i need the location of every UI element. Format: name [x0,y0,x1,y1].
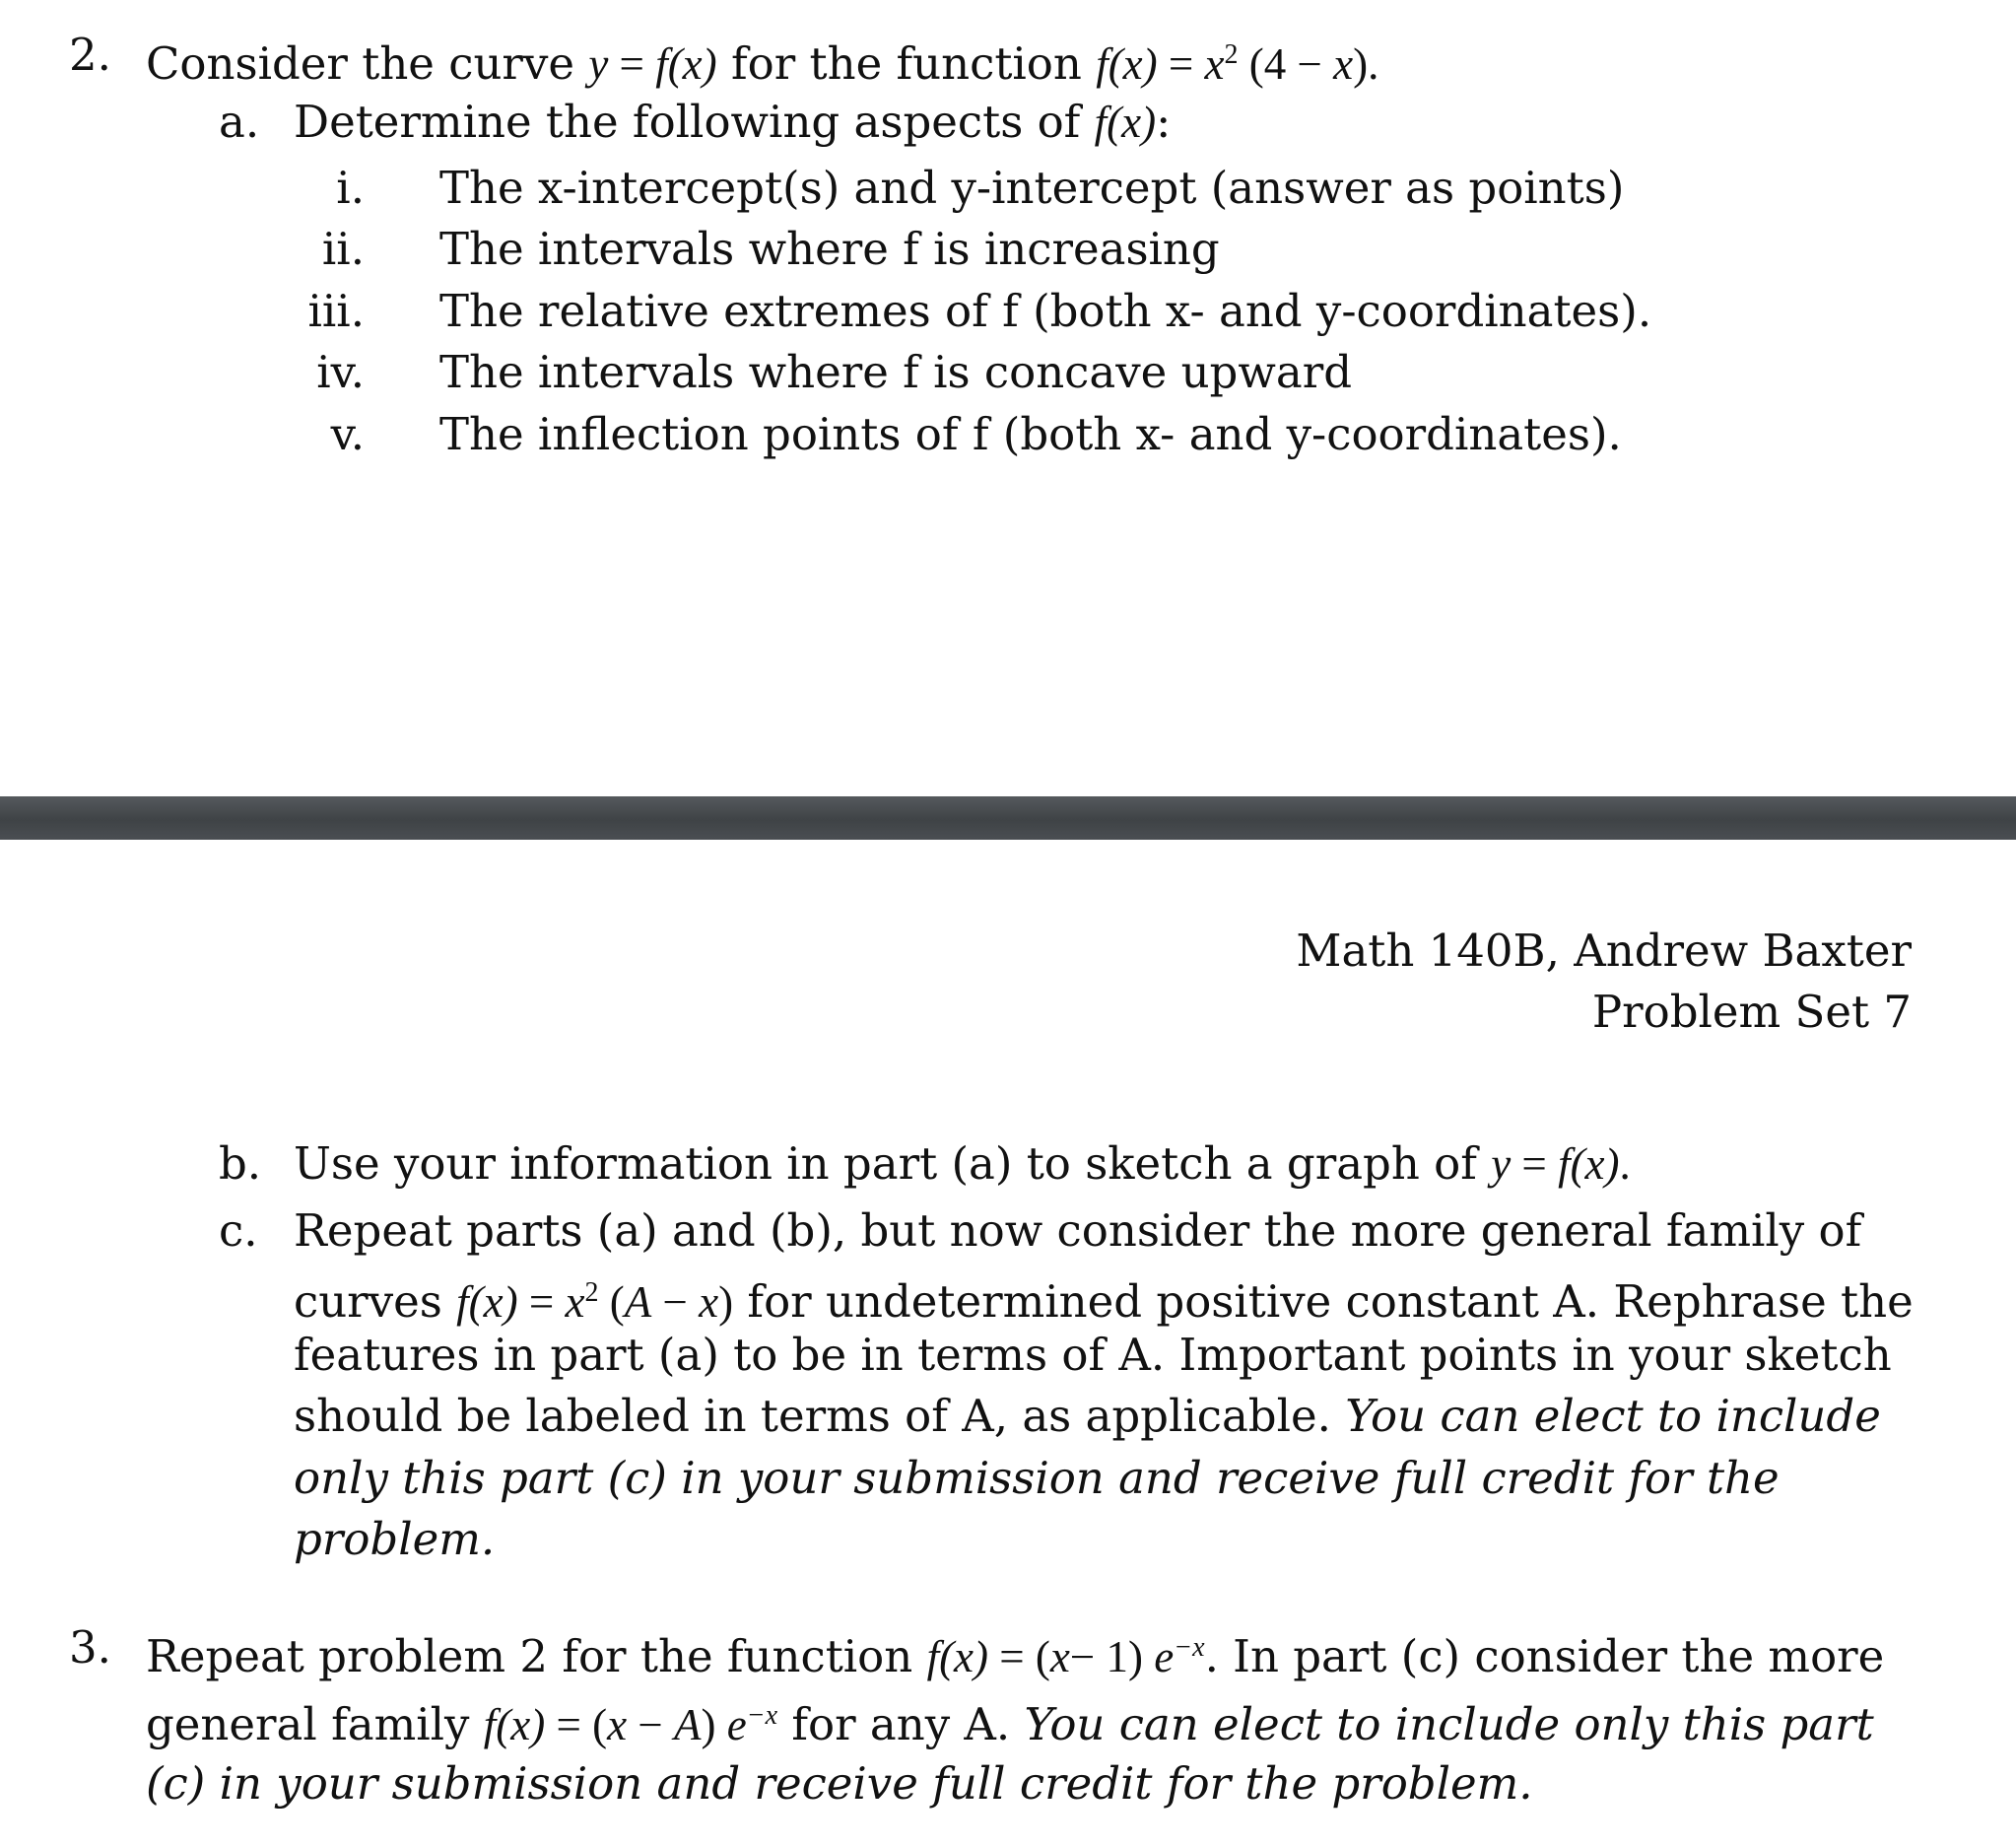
func-eq: = [1157,39,1205,89]
part-c-eq: = [517,1277,566,1327]
item-label: v. [330,408,365,460]
item-text: The x-intercept(s) and y-intercept (answer as points) [439,162,1625,214]
problem-3-line-3: (c) in your submission and receive full credit for the problem. [146,1757,1533,1810]
item-label: iii. [307,285,365,337]
problem-3-e: e [1154,1632,1175,1681]
curve-eq: = [608,39,656,89]
part-b-eq: = [1511,1139,1559,1189]
problem-3-line2-minus: − [627,1700,674,1749]
part-c-line2-post: for undetermined positive constant A. Rephrase the [733,1275,1914,1328]
part-a-post: : [1156,96,1172,148]
problem-3-line-1 [146,1620,1884,1684]
part-c-line-2 [294,1266,1914,1330]
part-c-x2: x [699,1277,719,1327]
problem-2-statement [146,28,1378,92]
func-lhs: f(x) [1096,39,1158,89]
part-c-f: f(x) [456,1277,518,1327]
func-exp: 2 [1224,39,1239,70]
item-text: The relative extremes of f (both x- and y-coordinates). [439,285,1652,337]
curve-y: y [588,39,609,89]
problem-3-line2-close: ) [701,1700,727,1749]
part-b-f: f(x) [1558,1139,1620,1189]
part-b-y: y [1491,1139,1512,1189]
problem-2-mid: for the function [716,37,1097,90]
problem-3-line-2 [146,1688,1874,1752]
func-paren: (4 − [1238,39,1334,89]
part-c-x: x [565,1277,585,1327]
page-break-divider [0,796,2016,840]
item-text: The intervals where f is concave upward [439,346,1353,398]
problem-3-line2-exp: −x [746,1700,778,1731]
part-c-line2-pre: curves [294,1275,457,1328]
part-a-text [294,95,1171,150]
header-course: Math 140B, Andrew Baxter [1296,924,1912,977]
item-label: i. [336,162,365,214]
part-b-label: b. [219,1137,262,1190]
problem-3-line2-post: for any A. [777,1698,1025,1750]
part-c-close: ) [718,1277,734,1327]
part-c-line-6: problem. [294,1513,496,1565]
problem-3-minus: − 1) [1069,1632,1155,1681]
part-c-paren: ( [598,1277,625,1327]
problem-3-line1-post: . In part (c) consider the more [1204,1630,1885,1682]
part-c-line-5: only this part (c) in your submission and receive full credit for the [294,1452,1780,1504]
problem-3-line2-italic: You can elect to include only this part [1024,1698,1874,1750]
part-a-pre: Determine the following aspects of [294,96,1095,148]
item-label: iv. [316,346,365,398]
problem-3-exp: −x [1174,1632,1205,1663]
part-b-text [294,1136,1631,1192]
func-x2: x [1333,39,1354,89]
problem-3-line2-x: x [607,1700,628,1749]
part-c-label: c. [219,1204,258,1257]
part-c-A: A [624,1277,652,1327]
problem-3-line2-f: f(x) [483,1700,546,1749]
part-c-line-3: features in part (a) to be in terms of A. Important points in your sketch [294,1329,1892,1381]
item-text: The inflection points of f (both x- and y-coordinates). [439,408,1622,460]
func-x: x [1204,39,1225,89]
problem-3-line2-pre: general family [146,1698,484,1750]
item-label: ii. [321,223,365,275]
part-a-f: f(x) [1094,98,1157,147]
problem-2-number: 2. [69,29,111,81]
problem-3-x: x [1049,1632,1070,1681]
problem-3-line2-A: A [673,1700,702,1749]
part-b-post: . [1619,1139,1631,1189]
header-problem-set: Problem Set 7 [1591,986,1912,1038]
part-c-exp: 2 [584,1277,599,1308]
part-c-line4-plain: should be labeled in terms of A, as applicable. [294,1390,1346,1442]
problem-3-line2-eq: = ( [545,1700,608,1749]
part-c-minus: − [651,1277,700,1327]
func-close: ). [1353,39,1379,89]
part-a-label: a. [219,96,260,148]
part-b-pre: Use your information in part (a) to sketch a graph of [294,1137,1492,1190]
problem-3-eq: = ( [988,1632,1050,1681]
problem-3-line1-pre: Repeat problem 2 for the function [146,1630,927,1682]
problem-2-pre: Consider the curve [146,37,574,90]
problem-3-f: f(x) [926,1632,989,1681]
item-text: The intervals where f is increasing [439,223,1220,275]
part-c-line-4 [294,1389,1881,1444]
curve-f: f(x) [655,39,717,89]
problem-3-number: 3. [69,1621,111,1674]
part-c-line4-italic: You can elect to include [1345,1390,1881,1442]
problem-3-line2-e: e [726,1700,747,1749]
part-c-line-1: Repeat parts (a) and (b), but now consider the more general family of [294,1204,1862,1257]
